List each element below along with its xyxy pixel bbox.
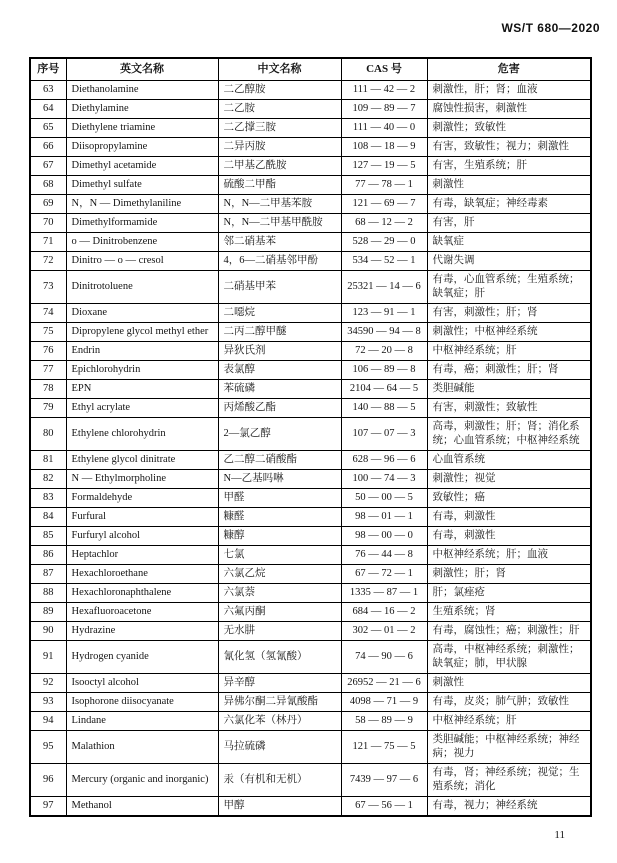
table-row — [30, 418, 591, 451]
english-name-cell: o — Dinitrobenzene — [66, 233, 218, 252]
english-name-cell: Epichlorohydrin — [66, 361, 218, 380]
chinese-name-cell: 六氯萘 — [218, 584, 341, 603]
cas-number-cell: 98 — 01 — 1 — [341, 508, 427, 527]
english-name-cell: Dipropylene glycol methyl ether — [66, 323, 218, 342]
chinese-name-cell: 马拉硫磷 — [218, 731, 341, 764]
cas-number-cell: 1335 — 87 — 1 — [341, 584, 427, 603]
cas-number-cell: 72 — 20 — 8 — [341, 342, 427, 361]
chinese-name-cell: 二甲基乙酰胺 — [218, 157, 341, 176]
hazard-cell: 有毒，刺激性 — [427, 527, 591, 546]
cas-number-cell: 121 — 69 — 7 — [341, 195, 427, 214]
english-name-cell: Ethyl acrylate — [66, 399, 218, 418]
table-row — [30, 214, 591, 233]
hazard-cell: 缺氧症 — [427, 233, 591, 252]
english-name-cell: Dinitrotoluene — [66, 271, 218, 304]
english-name-cell: Isophorone diisocyanate — [66, 693, 218, 712]
table-row — [30, 119, 591, 138]
row-number-cell: 81 — [30, 451, 66, 470]
english-name-cell: Furfuryl alcohol — [66, 527, 218, 546]
english-name-cell: Isooctyl alcohol — [66, 674, 218, 693]
table-row — [30, 508, 591, 527]
hazard-cell: 中枢神经系统；肝 — [427, 712, 591, 731]
chinese-name-cell: 糠醇 — [218, 527, 341, 546]
hazard-cell: 心血管系统 — [427, 451, 591, 470]
hazard-cell: 有毒，皮炎；肺气肿；致敏性 — [427, 693, 591, 712]
cas-number-cell: 98 — 00 — 0 — [341, 527, 427, 546]
table-row — [30, 565, 591, 584]
english-name-cell: Methanol — [66, 797, 218, 817]
chinese-name-cell: 氰化氢（氢氰酸） — [218, 641, 341, 674]
hazard-cell: 高毒，刺激性；肝；肾；消化系统；心血管系统；中枢神经系统 — [427, 418, 591, 451]
standard-number-header: WS/T 680—2020 — [501, 21, 600, 35]
row-number-cell: 84 — [30, 508, 66, 527]
hazard-cell: 有害，刺激性；肝；肾 — [427, 304, 591, 323]
hazard-cell: 刺激性 — [427, 176, 591, 195]
chinese-name-cell: 二乙撑三胺 — [218, 119, 341, 138]
row-number-cell: 74 — [30, 304, 66, 323]
hazard-cell: 高毒，中枢神经系统；刺激性；缺氧症；肺，甲状腺 — [427, 641, 591, 674]
table-row — [30, 546, 591, 565]
row-number-cell: 71 — [30, 233, 66, 252]
chinese-name-cell: 糠醛 — [218, 508, 341, 527]
table-row — [30, 470, 591, 489]
cas-number-cell: 58 — 89 — 9 — [341, 712, 427, 731]
cas-number-cell: 109 — 89 — 7 — [341, 100, 427, 119]
cas-number-cell: 100 — 74 — 3 — [341, 470, 427, 489]
cas-number-cell: 127 — 19 — 5 — [341, 157, 427, 176]
hazard-cell: 有毒，肾；神经系统；视觉；生殖系统；消化 — [427, 764, 591, 797]
table-row — [30, 451, 591, 470]
hazard-cell: 刺激性；肝；肾 — [427, 565, 591, 584]
table-row — [30, 712, 591, 731]
row-number-cell: 75 — [30, 323, 66, 342]
table-row — [30, 252, 591, 271]
hazard-cell: 刺激性；视觉 — [427, 470, 591, 489]
english-name-cell: Furfural — [66, 508, 218, 527]
cas-number-cell: 67 — 56 — 1 — [341, 797, 427, 817]
table-row — [30, 489, 591, 508]
english-name-cell: Diethylene triamine — [66, 119, 218, 138]
english-name-cell: Hexafluoroacetone — [66, 603, 218, 622]
chinese-name-cell: 表氯醇 — [218, 361, 341, 380]
chinese-name-cell: 2—氯乙醇 — [218, 418, 341, 451]
chinese-name-cell: 二异丙胺 — [218, 138, 341, 157]
col-header-hazard: 危害 — [427, 58, 591, 81]
hazard-cell: 刺激性 — [427, 674, 591, 693]
chinese-name-cell: 六氯乙烷 — [218, 565, 341, 584]
cas-number-cell: 2104 — 64 — 5 — [341, 380, 427, 399]
row-number-cell: 78 — [30, 380, 66, 399]
table-row — [30, 176, 591, 195]
chinese-name-cell: 二硝基甲苯 — [218, 271, 341, 304]
english-name-cell: Mercury (organic and inorganic) — [66, 764, 218, 797]
hazard-cell: 有毒，刺激性 — [427, 508, 591, 527]
chinese-name-cell: 二噁烷 — [218, 304, 341, 323]
table-row — [30, 100, 591, 119]
hazard-cell: 腐蚀性损害，刺激性 — [427, 100, 591, 119]
chinese-name-cell: N，N—二甲基甲酰胺 — [218, 214, 341, 233]
hazard-cell: 刺激性，肝；肾；血液 — [427, 81, 591, 100]
table-row — [30, 527, 591, 546]
english-name-cell: Hexachloroethane — [66, 565, 218, 584]
row-number-cell: 73 — [30, 271, 66, 304]
english-name-cell: EPN — [66, 380, 218, 399]
col-header-chinese-name: 中文名称 — [218, 58, 341, 81]
row-number-cell: 82 — [30, 470, 66, 489]
chemical-hazard-table — [29, 57, 592, 817]
hazard-cell: 有毒，心血管系统；生殖系统；缺氧症；肝 — [427, 271, 591, 304]
hazard-cell: 类胆碱能；中枢神经系统；神经病；视力 — [427, 731, 591, 764]
english-name-cell: Ethylene glycol dinitrate — [66, 451, 218, 470]
row-number-cell: 76 — [30, 342, 66, 361]
row-number-cell: 91 — [30, 641, 66, 674]
cas-number-cell: 50 — 00 — 5 — [341, 489, 427, 508]
chinese-name-cell: 无水肼 — [218, 622, 341, 641]
row-number-cell: 77 — [30, 361, 66, 380]
chinese-name-cell: N，N—二甲基苯胺 — [218, 195, 341, 214]
cas-number-cell: 108 — 18 — 9 — [341, 138, 427, 157]
cas-number-cell: 684 — 16 — 2 — [341, 603, 427, 622]
table-row — [30, 584, 591, 603]
cas-number-cell: 534 — 52 — 1 — [341, 252, 427, 271]
cas-number-cell: 628 — 96 — 6 — [341, 451, 427, 470]
row-number-cell: 80 — [30, 418, 66, 451]
cas-number-cell: 106 — 89 — 8 — [341, 361, 427, 380]
table-row — [30, 674, 591, 693]
table-row — [30, 380, 591, 399]
cas-number-cell: 25321 — 14 — 6 — [341, 271, 427, 304]
row-number-cell: 97 — [30, 797, 66, 817]
table-row — [30, 603, 591, 622]
english-name-cell: Formaldehyde — [66, 489, 218, 508]
hazard-cell: 中枢神经系统；肝；血液 — [427, 546, 591, 565]
cas-number-cell: 76 — 44 — 8 — [341, 546, 427, 565]
english-name-cell: Dinitro — o — cresol — [66, 252, 218, 271]
row-number-cell: 69 — [30, 195, 66, 214]
table-body — [30, 81, 591, 817]
chinese-name-cell: 汞（有机和无机） — [218, 764, 341, 797]
col-header-cas: CAS 号 — [341, 58, 427, 81]
english-name-cell: Ethylene chlorohydrin — [66, 418, 218, 451]
english-name-cell: N — Ethylmorpholine — [66, 470, 218, 489]
row-number-cell: 95 — [30, 731, 66, 764]
english-name-cell: Lindane — [66, 712, 218, 731]
english-name-cell: Diethylamine — [66, 100, 218, 119]
table-row — [30, 233, 591, 252]
hazard-cell: 有害，肝 — [427, 214, 591, 233]
cas-number-cell: 123 — 91 — 1 — [341, 304, 427, 323]
table-row — [30, 195, 591, 214]
table-row — [30, 271, 591, 304]
chinese-name-cell: 硫酸二甲酯 — [218, 176, 341, 195]
table-header-row — [30, 58, 591, 81]
cas-number-cell: 140 — 88 — 5 — [341, 399, 427, 418]
table-row — [30, 342, 591, 361]
chinese-name-cell: 异狄氏剂 — [218, 342, 341, 361]
cas-number-cell: 111 — 40 — 0 — [341, 119, 427, 138]
row-number-cell: 87 — [30, 565, 66, 584]
english-name-cell: Malathion — [66, 731, 218, 764]
table-row — [30, 361, 591, 380]
chinese-name-cell: 乙二醇二硝酸酯 — [218, 451, 341, 470]
cas-number-cell: 68 — 12 — 2 — [341, 214, 427, 233]
table-row — [30, 764, 591, 797]
chinese-name-cell: 甲醛 — [218, 489, 341, 508]
chinese-name-cell: 异辛醇 — [218, 674, 341, 693]
hazard-cell: 有害，致敏性；视力；刺激性 — [427, 138, 591, 157]
cas-number-cell: 107 — 07 — 3 — [341, 418, 427, 451]
hazard-cell: 肝；氯痤疮 — [427, 584, 591, 603]
chinese-name-cell: 邻二硝基苯 — [218, 233, 341, 252]
table-row — [30, 304, 591, 323]
english-name-cell: Hydrazine — [66, 622, 218, 641]
cas-number-cell: 34590 — 94 — 8 — [341, 323, 427, 342]
hazard-cell: 生殖系统；肾 — [427, 603, 591, 622]
row-number-cell: 88 — [30, 584, 66, 603]
english-name-cell: Diisopropylamine — [66, 138, 218, 157]
english-name-cell: Dimethyl acetamide — [66, 157, 218, 176]
cas-number-cell: 528 — 29 — 0 — [341, 233, 427, 252]
hazard-cell: 有害，生殖系统；肝 — [427, 157, 591, 176]
row-number-cell: 70 — [30, 214, 66, 233]
hazard-cell: 有害，刺激性；致敏性 — [427, 399, 591, 418]
row-number-cell: 94 — [30, 712, 66, 731]
chinese-name-cell: 六氟丙酮 — [218, 603, 341, 622]
chinese-name-cell: 4，6—二硝基邻甲酚 — [218, 252, 341, 271]
cas-number-cell: 26952 — 21 — 6 — [341, 674, 427, 693]
chinese-name-cell: 六氯化苯（林丹） — [218, 712, 341, 731]
english-name-cell: N，N — Dimethylaniline — [66, 195, 218, 214]
hazard-cell: 有毒，癌；刺激性；肝；肾 — [427, 361, 591, 380]
hazard-cell: 有毒，缺氧症；神经毒素 — [427, 195, 591, 214]
row-number-cell: 85 — [30, 527, 66, 546]
cas-number-cell: 7439 — 97 — 6 — [341, 764, 427, 797]
hazard-cell: 有毒，腐蚀性；癌；刺激性；肝 — [427, 622, 591, 641]
hazard-cell: 代谢失调 — [427, 252, 591, 271]
row-number-cell: 67 — [30, 157, 66, 176]
table-row — [30, 622, 591, 641]
hazard-cell: 刺激性；中枢神经系统 — [427, 323, 591, 342]
english-name-cell: Dimethyl sulfate — [66, 176, 218, 195]
cas-number-cell: 67 — 72 — 1 — [341, 565, 427, 584]
row-number-cell: 90 — [30, 622, 66, 641]
cas-number-cell: 77 — 78 — 1 — [341, 176, 427, 195]
row-number-cell: 92 — [30, 674, 66, 693]
row-number-cell: 66 — [30, 138, 66, 157]
chinese-name-cell: 二丙二醇甲醚 — [218, 323, 341, 342]
cas-number-cell: 302 — 01 — 2 — [341, 622, 427, 641]
hazard-cell: 中枢神经系统；肝 — [427, 342, 591, 361]
col-header-english-name: 英文名称 — [66, 58, 218, 81]
row-number-cell: 68 — [30, 176, 66, 195]
chinese-name-cell: 苯硫磷 — [218, 380, 341, 399]
row-number-cell: 89 — [30, 603, 66, 622]
chinese-name-cell: 二乙胺 — [218, 100, 341, 119]
cas-number-cell: 121 — 75 — 5 — [341, 731, 427, 764]
english-name-cell: Endrin — [66, 342, 218, 361]
cas-number-cell: 74 — 90 — 6 — [341, 641, 427, 674]
table-row — [30, 138, 591, 157]
row-number-cell: 72 — [30, 252, 66, 271]
english-name-cell: Dioxane — [66, 304, 218, 323]
table-row — [30, 693, 591, 712]
row-number-cell: 63 — [30, 81, 66, 100]
table-row — [30, 81, 591, 100]
table-row — [30, 731, 591, 764]
chinese-name-cell: N—乙基吗啉 — [218, 470, 341, 489]
chinese-name-cell: 丙烯酸乙酯 — [218, 399, 341, 418]
chinese-name-cell: 甲醇 — [218, 797, 341, 817]
chinese-name-cell: 二乙醇胺 — [218, 81, 341, 100]
row-number-cell: 93 — [30, 693, 66, 712]
chinese-name-cell: 异佛尔酮二异氰酸酯 — [218, 693, 341, 712]
row-number-cell: 96 — [30, 764, 66, 797]
table-row — [30, 399, 591, 418]
col-header-no: 序号 — [30, 58, 66, 81]
row-number-cell: 86 — [30, 546, 66, 565]
row-number-cell: 64 — [30, 100, 66, 119]
chinese-name-cell: 七氯 — [218, 546, 341, 565]
table-row — [30, 323, 591, 342]
hazard-cell: 有毒，视力；神经系统 — [427, 797, 591, 817]
hazard-cell: 刺激性；致敏性 — [427, 119, 591, 138]
hazard-cell: 类胆碱能 — [427, 380, 591, 399]
english-name-cell: Hydrogen cyanide — [66, 641, 218, 674]
cas-number-cell: 4098 — 71 — 9 — [341, 693, 427, 712]
english-name-cell: Diethanolamine — [66, 81, 218, 100]
cas-number-cell: 111 — 42 — 2 — [341, 81, 427, 100]
english-name-cell: Hexachloronaphthalene — [66, 584, 218, 603]
row-number-cell: 79 — [30, 399, 66, 418]
table-row — [30, 797, 591, 817]
table-row — [30, 641, 591, 674]
row-number-cell: 83 — [30, 489, 66, 508]
english-name-cell: Dimethylformamide — [66, 214, 218, 233]
row-number-cell: 65 — [30, 119, 66, 138]
table-row — [30, 157, 591, 176]
english-name-cell: Heptachlor — [66, 546, 218, 565]
table-header — [30, 58, 591, 81]
page-number: 11 — [554, 829, 565, 841]
hazard-cell: 致敏性；癌 — [427, 489, 591, 508]
